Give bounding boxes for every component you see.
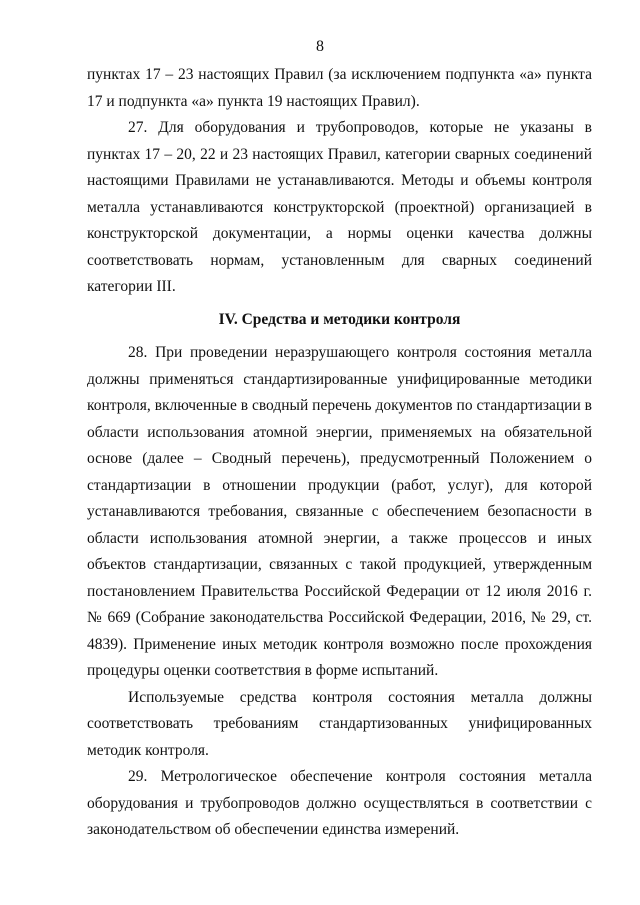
- section-heading: IV. Средства и методики контроля: [218, 310, 461, 328]
- document-body: [87, 62, 592, 844]
- paragraph-29: 29. Метрологическое обеспечение контроля состояния металла оборудования и трубопроводов должно осуществляться в соответствии с законодательством об обеспечении единства измерений.: [87, 768, 592, 838]
- paragraph-28-second: Используемые средства контроля состояния металла должны соответствовать требованиям стандартизованных унифицированных методик контроля.: [87, 688, 592, 759]
- continuation-paragraph: пунктах 17 – 23 настоящих Правил (за исключением подпункта «а» пункта 17 и подпункта «а» пункта 19 настоящих Правил).: [87, 66, 592, 110]
- paragraph-27: 27. Для оборудования и трубопроводов, которые не указаны в пунктах 17 – 20, 22 и 23 настоящих Правил, категории сварных соединений настоящими Правилами не устанавливаются. Методы и объемы контроля металла устанавливаются конструкторской (проектной) организацией в конструкторской документации, а нормы оценки качества должны соответствовать нормам, установленным для сварных соединений категории III.: [87, 119, 592, 295]
- page-number: 8: [316, 38, 324, 55]
- paragraph-28: 28. При проведении неразрушающего контроля состояния металла должны применяться стандартизированные унифицированные методики контроля, включенные в сводный перечень документов по стандартизации в области использования атомной энергии, применяемых на обязательной основе (далее – Сводный перечень), предусмотренный Положением о стандартизации в отношении продукции (работ, услуг), для которой устанавливаются требования, связанные с обеспечением безопасности в области использования атомной энергии, а также процессов и иных объектов стандартизации, связанных с такой продукцией, утвержденным постановлением Правительства Российской Федерации от 12 июля 2016 г. № 669 (Собрание законодательства Российской Федерации, 2016, № 29, ст. 4839). Применение иных методик контроля возможно после прохождения процедуры оценки соответствия в форме испытаний.: [87, 344, 592, 679]
